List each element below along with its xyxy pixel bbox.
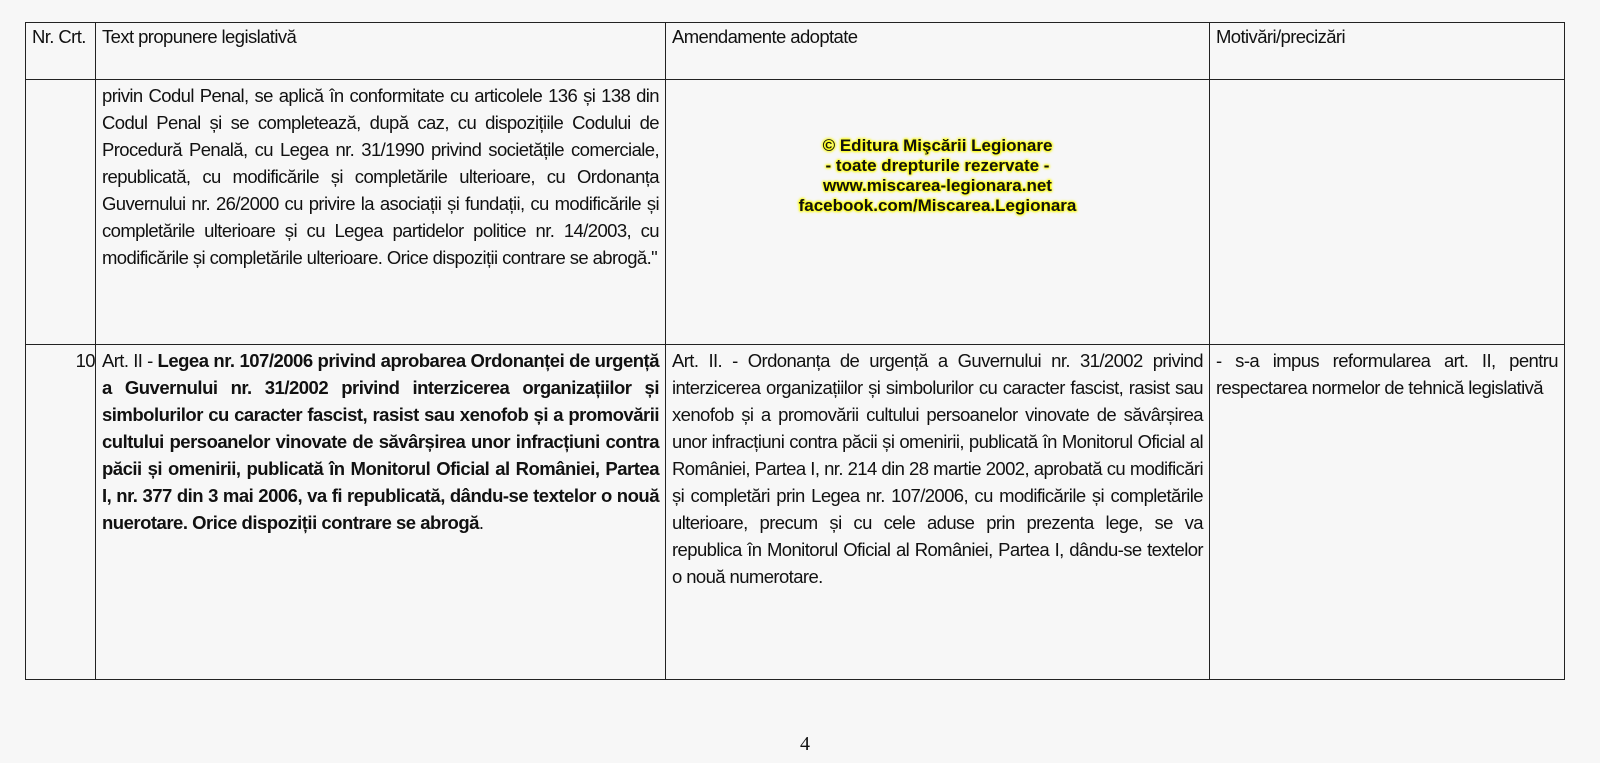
watermark <box>672 136 1203 216</box>
header-nr: Nr. Crt. <box>26 23 96 80</box>
page-number: 4 <box>800 733 810 755</box>
amendment-text: Art. II. - Ordonanța de urgență a Guvernului nr. 31/2002 privind interzicerea organizațiilor și simbolurilor cu caracter fascist, rasist sau xenofob și a promovării cultului persoanelor vinovate de săvârșirea unor infracțiuni contra păcii și omenirii, publicată în Monitorul Oficial al României, Partea I, nr. 214 din 28 martie 2002, aprobată cu modificări și completări prin Legea nr. 107/2006, cu modificările și completările ulterioare, precum și cu cele aduse prin prezenta lege, se va republica în Monitorul Oficial al României, Partea I, dându-se textelor o nouă numerotare. <box>666 345 1210 680</box>
text-end: . <box>478 512 484 533</box>
proposal-text <box>96 345 666 680</box>
amendment-cell <box>666 80 1210 345</box>
article-label: Art. II - <box>102 350 158 371</box>
amendments-table <box>25 22 1565 680</box>
motivation-text: - s-a impus reformularea art. II, pentru respectarea normelor de tehnică legislativă <box>1210 345 1565 680</box>
header-amendments: Amendamente adoptate <box>666 23 1210 80</box>
watermark-line: - toate drepturile rezervate - <box>825 156 1050 175</box>
row-number <box>26 80 96 345</box>
proposal-bold-text: Legea nr. 107/2006 privind aprobarea Ordonanței de urgență a Guvernului nr. 31/2002 privind interzicerea organizațiilor și simbolurilor cu caracter fascist, rasist sau xenofob și a promovării cultului persoanelor vinovate de săvârșirea unor infracțiuni contra păcii și omenirii, publicată în Monitorul Oficial al României, Partea I, nr. 377 din 3 mai 2006, va fi republicată, dându-se textelor o nouă nuerotare. Orice dispoziții contrare se abrogă <box>102 350 660 533</box>
watermark-line: © Editura Mişcării Legionare <box>822 136 1053 155</box>
table-row <box>26 80 1565 345</box>
table-row <box>26 345 1565 680</box>
watermark-line: www.miscarea-legionara.net <box>823 176 1052 195</box>
row-number: 10 <box>26 345 96 680</box>
header-text: Text propunere legislativă <box>96 23 666 80</box>
table-header-row <box>26 23 1565 80</box>
motivation-text <box>1210 80 1565 345</box>
header-motivation: Motivări/precizări <box>1210 23 1565 80</box>
proposal-text: privin Codul Penal, se aplică în conformitate cu articolele 136 și 138 din Codul Penal și se completează, după caz, cu dispozițiile Codului de Procedură Penală, cu Legea nr. 31/1990 privind societățile comerciale, republicată, cu modificările și completările ulterioare, cu Ordonanța Guvernului nr. 26/2000 cu privire la asociații și fundații, cu modificările și completările ulterioare și cu Legea partidelor politice nr. 14/2003, cu modificările și completările ulterioare. Orice dispoziții contrare se abrogă." <box>96 80 666 345</box>
watermark-line: facebook.com/Miscarea.Legionara <box>798 196 1077 215</box>
